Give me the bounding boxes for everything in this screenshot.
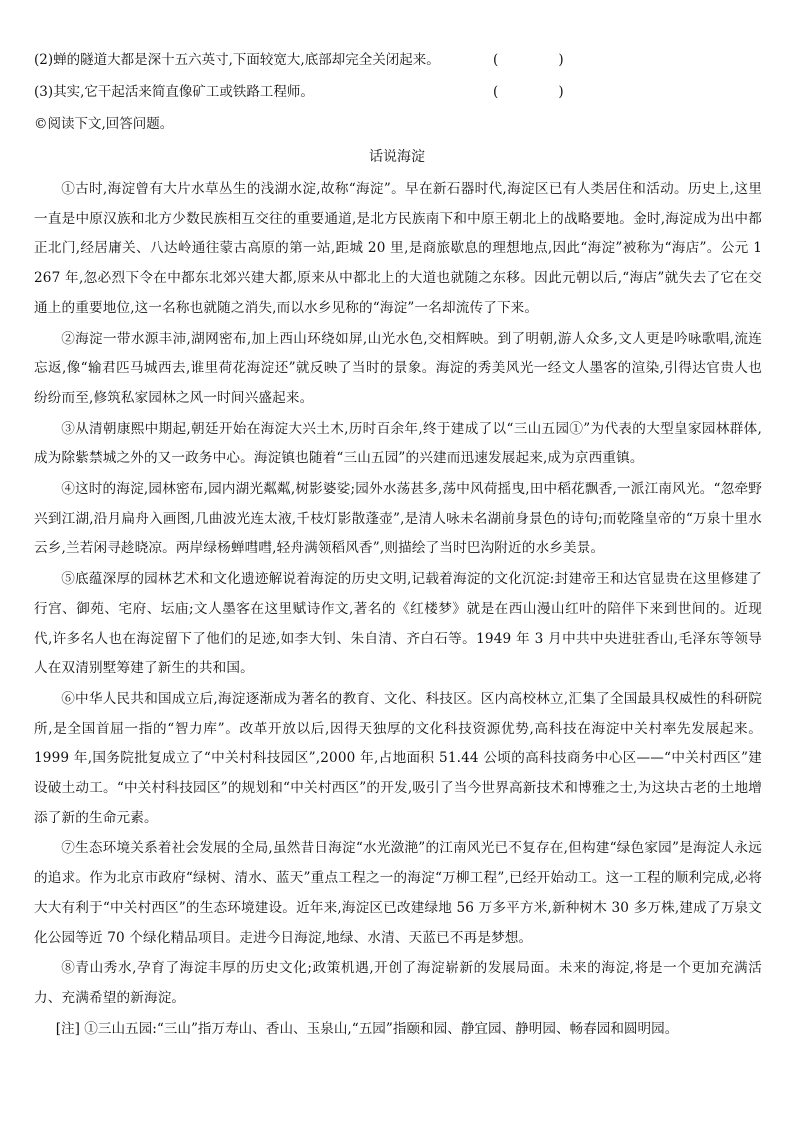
paragraph-2: ②海淀一带水源丰沛,湖网密布,加上西山环绕如屏,山光水色,交相辉映。到了明朝,游人众多,文人更是吟咏歌唱,流连忘返,像“输君匹马城西去,谁里荷花海淀还”就反映了当时的景象。海淀的秀美风光一经文人墨客的渲染,引得达官贵人也纷纷而至,修筑私家园林之风一时间兴盛起来。 xyxy=(34,330,762,406)
question-2-answer-blank: ( ) xyxy=(493,52,564,68)
paragraph-8: ⑧青山秀水,孕育了海淀丰厚的历史文化;政策机遇,开创了海淀崭新的发展局面。未来的海淀,将是一个更加充满活力、充满希望的新海淀。 xyxy=(34,960,762,1006)
paragraph-7: ⑦生态环境关系着社会发展的全局,虽然昔日海淀“水光潋滟”的江南风光已不复存在,但构建“绿色家园”是海淀人永远的追求。作为北京市政府“绿树、清水、蓝天”重点工程之一的海淀“万柳工程”,已经开始动工。这一工程的顺利完成,必将大大有利于“中关村西区”的生态环境建设。近年来,海淀区已改建绿地 56 万多平方米,新种树木 30 多万株,建成了万泉文化公园等近 70 个绿化精品项目。走进今日海淀,地绿、水清、天蓝已不再是梦想。 xyxy=(34,840,762,946)
paragraph-6: ⑥中华人民共和国成立后,海淀逐渐成为著名的教育、文化、科技区。区内高校林立,汇集了全国最具权威性的科研院所,是全国首屈一指的“智力库”。改革开放以后,因得天独厚的文化科技资源优势,高科技在海淀中关村率先发展起来。1999 年,国务院批复成立了“中关村科技园区”,2000 年,占地面积 51.44 公顷的高科技商务中心区——“中关村西区”建设破土动工。“中关村科技园区”的规划和“中关村西区”的开发,吸引了当今世界高新技术和博雅之士,为这块古老的土地增添了新的生命元素。 xyxy=(34,690,762,826)
article-body xyxy=(34,175,762,1042)
reading-instruction: ©阅读下文,回答问题。 xyxy=(34,116,174,132)
question-3-answer-blank: ( ) xyxy=(493,84,564,100)
question-3-text: (3)其实,它干起活来简直像矿工或铁路工程师。 xyxy=(34,84,314,100)
footnote: [注] ①三山五园:“三山”指万寿山、香山、玉泉山,“五园”指颐和园、静宜园、静明园、畅春园和圆明园。 xyxy=(55,1020,679,1037)
paragraph-5: ⑤底蕴深厚的园林艺术和文化遗迹解说着海淀的历史文明,记载着海淀的文化沉淀:封建帝王和达官显贵在这里修建了行宫、御苑、宅府、坛庙;文人墨客在这里赋诗作文,著名的《红楼梦》就是在西山漫山红叶的陪伴下来到世间的。近现代,许多名人也在海淀留下了他们的足迹,如李大钊、朱自清、齐白石等。1949 年 3 月中共中央进驻香山,毛泽东等领导人在双清别墅筹建了新生的共和国。 xyxy=(34,571,762,677)
paragraph-4: ④这时的海淀,园林密布,园内湖光粼粼,树影婆娑;园外水荡甚多,荡中风荷摇曳,田中稻花飘香,一派江南风光。“忽牵野兴到江湖,沿月扁舟入画图,几曲波光连太液,千枝灯影散蓬壶”,是清人咏未名湖前身景色的诗句;而乾隆皇帝的“万泉十里水云乡,兰若闲寻趁晓凉。两岸绿杨蝉嘒嘒,轻舟满领稻风香”,则描绘了当时巴沟附近的水乡美景。 xyxy=(34,481,762,557)
question-2-text: (2)蝉的隧道大都是深十五六英寸,下面较宽大,底部却完全关闭起来。 xyxy=(34,52,440,68)
article-title: 话说海淀 xyxy=(369,149,425,165)
paragraph-3: ③从清朝康熙中期起,朝廷开始在海淀大兴土木,历时百余年,终于建成了以“三山五园①”为代表的大型皇家园林群体,成为除紫禁城之外的又一政务中心。海淀镇也随着“三山五园”的兴建而迅速发展起来,成为京西重镇。 xyxy=(34,420,762,467)
paragraph-1: ①古时,海淀曾有大片水草丛生的浅湖水淀,故称“海淀”。早在新石器时代,海淀区已有人类居住和活动。历史上,这里一直是中原汉族和北方少数民族相互交往的重要通道,是北方民族南下和中原王朝北上的战略要地。金时,海淀成为出中都正北门,经居庸关、八达岭通往蒙古高原的第一站,距城 20 里,是商旅歇息的理想地点,因此“海淀”被称为“海店”。公元 1 267 年,忽必烈下令在中都东北郊兴建大都,原来从中都北上的大道也就随之东移。因此元朝以后,“海店”就失去了它在交通上的重要地位,这一名称也就随之消失,而以水乡见称的“海淀”一名却流传了下来。 xyxy=(34,181,762,316)
